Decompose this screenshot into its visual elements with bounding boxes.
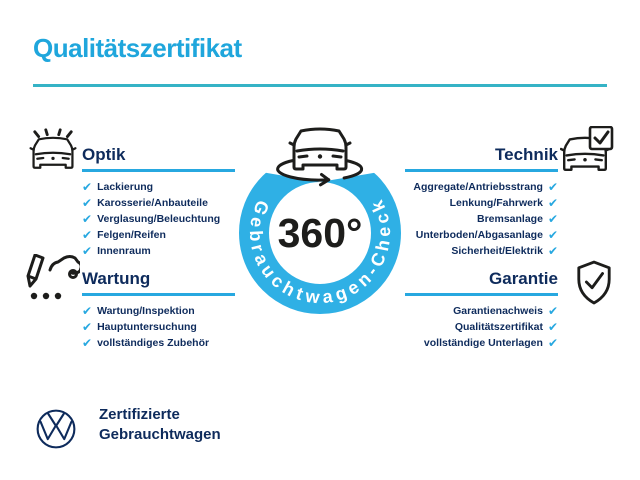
technik-checklist <box>398 181 558 257</box>
checklist-item: Bremsanlage ✔ <box>476 212 558 226</box>
check-icon: ✔ <box>82 212 93 226</box>
section-underline <box>405 169 558 172</box>
check-icon: ✔ <box>547 244 558 258</box>
check-icon: ✔ <box>82 336 93 350</box>
section-title-optik: Optik <box>82 145 126 164</box>
section-title-technik: Technik <box>495 145 558 164</box>
service-checklist-icon <box>26 254 80 302</box>
garantie-checklist <box>398 305 558 349</box>
checklist-item: Aggregate/Antriebsstrang ✔ <box>413 180 558 194</box>
checklist-item: Qualitätszertifikat ✔ <box>454 320 558 334</box>
brand-line2: Gebrauchtwagen <box>99 426 221 443</box>
check-icon: ✔ <box>547 228 558 242</box>
vw-logo <box>35 408 77 450</box>
checklist-item: Lenkung/Fahrwerk ✔ <box>449 196 558 210</box>
checklist-item: ✔ Karosserie/Anbauteile <box>82 196 208 210</box>
check-icon: ✔ <box>82 180 93 194</box>
section-underline <box>405 293 558 296</box>
check-icon: ✔ <box>547 212 558 226</box>
checklist-item: Sicherheit/Elektrik ✔ <box>451 244 558 258</box>
checklist-item: ✔ Hauptuntersuchung <box>82 320 197 334</box>
checklist-item: ✔ vollständiges Zubehör <box>82 336 210 350</box>
check-icon: ✔ <box>547 180 558 194</box>
brand-wordmark <box>99 405 221 445</box>
page-title: Qualitätszertifikat <box>33 33 242 63</box>
checklist-item: ✔ Innenraum <box>82 244 151 258</box>
car-shine-icon <box>26 127 80 173</box>
section-title-garantie: Garantie <box>489 269 558 288</box>
brand-line1: Zertifizierte <box>99 406 180 423</box>
checklist-item: ✔ Felgen/Reifen <box>82 228 166 242</box>
header-divider <box>33 84 607 87</box>
checklist-item: vollständige Unterlagen ✔ <box>423 336 558 350</box>
check-icon: ✔ <box>82 228 93 242</box>
check-icon: ✔ <box>82 320 93 334</box>
car-checkbox-icon <box>560 126 614 176</box>
check-icon: ✔ <box>547 304 558 318</box>
360-check-badge <box>225 112 415 327</box>
section-underline <box>82 293 235 296</box>
check-icon: ✔ <box>82 196 93 210</box>
ring-label: Gebrauchtwagen-Check <box>245 197 395 308</box>
degree-label: 360° <box>277 210 363 256</box>
check-icon: ✔ <box>547 196 558 210</box>
checklist-item: Unterboden/Abgasanlage ✔ <box>415 228 558 242</box>
checklist-item: ✔ Wartung/Inspektion <box>82 304 195 318</box>
check-icon: ✔ <box>82 304 93 318</box>
optik-checklist <box>82 181 242 257</box>
checklist-item: ✔ Verglasung/Beleuchtung <box>82 212 221 226</box>
check-icon: ✔ <box>547 336 558 350</box>
shield-check-icon <box>575 260 613 306</box>
section-underline <box>82 169 235 172</box>
section-title-wartung: Wartung <box>82 269 151 288</box>
check-icon: ✔ <box>547 320 558 334</box>
wartung-checklist <box>82 305 242 349</box>
checklist-item: ✔ Lackierung <box>82 180 154 194</box>
checklist-item: Garantienachweis ✔ <box>453 304 558 318</box>
check-icon: ✔ <box>82 244 93 258</box>
